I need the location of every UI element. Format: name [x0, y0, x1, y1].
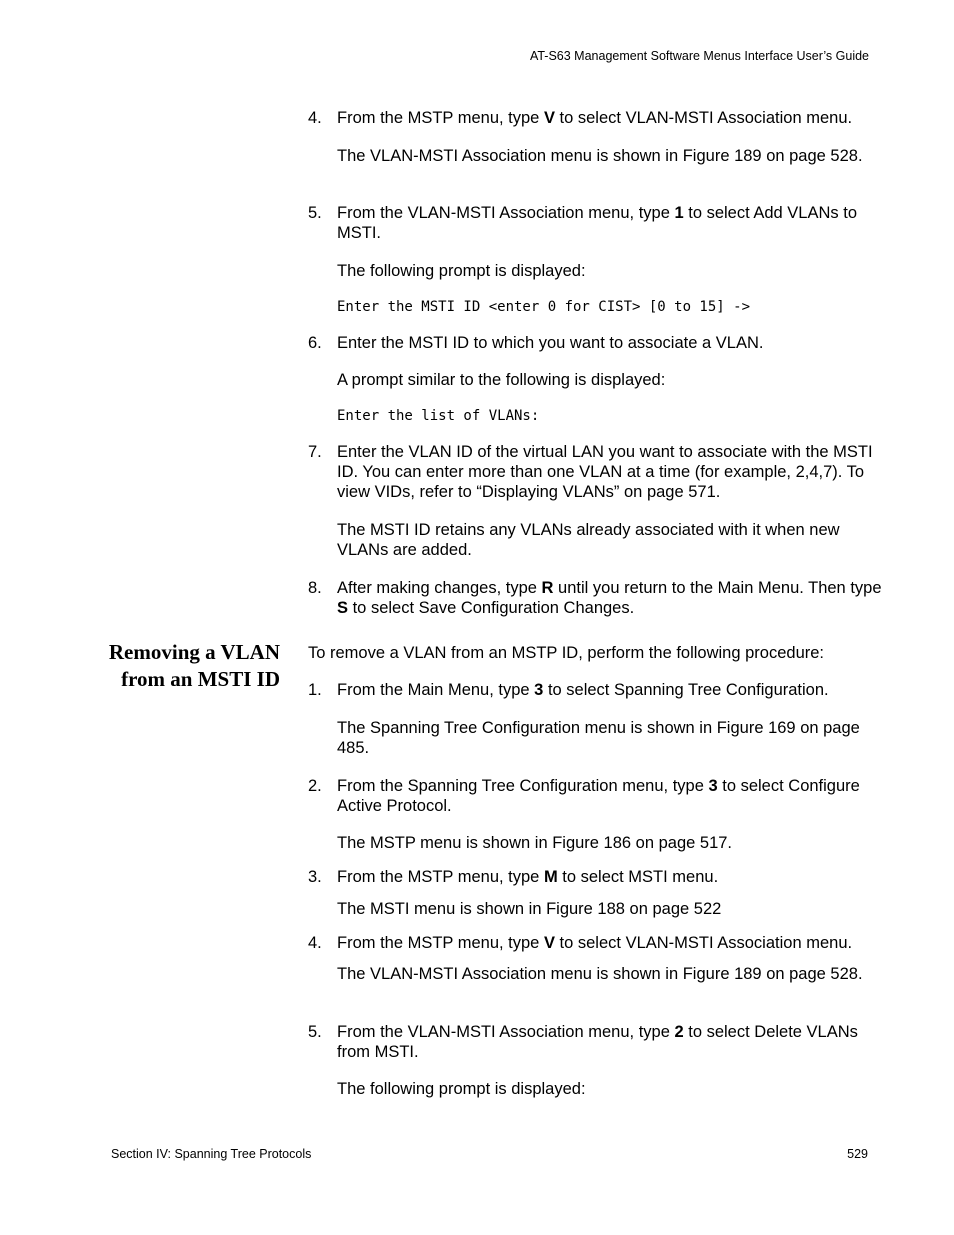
running-header: AT-S63 Management Software Menus Interface User’s Guide — [529, 49, 869, 63]
key-letter: 3 — [534, 681, 544, 699]
key-letter: 3 — [708, 777, 718, 795]
step-text: Enter the VLAN ID of the virtual LAN you want to associate with the MSTI ID. You can enter more than one VLAN at a time (for example, 2,4,7). To view VIDs, refer to “Displaying VLANs” on page 571. — [337, 443, 873, 501]
step-number: 5. — [308, 204, 322, 222]
step-number: 6. — [308, 334, 322, 352]
prompt-code: Enter the list of VLANs: — [337, 408, 540, 424]
step-note: The VLAN-MSTI Association menu is shown in Figure 189 on page 528. — [337, 147, 863, 165]
step-number: 4. — [308, 109, 322, 127]
step-text: From the MSTP menu, type V to select VLAN-MSTI Association menu. — [337, 109, 853, 127]
key-letter: V — [543, 109, 555, 127]
step-note: The MSTI menu is shown in Figure 188 on page 522 — [337, 900, 722, 918]
key-letter: S — [337, 599, 349, 617]
step-number: 8. — [308, 579, 322, 597]
section-heading: Removing a VLAN from an MSTI ID — [108, 640, 280, 691]
step-number: 2. — [308, 777, 322, 795]
step-note: The following prompt is displayed: — [337, 1080, 586, 1098]
step-number: 3. — [308, 868, 322, 886]
footer-section: Section IV: Spanning Tree Protocols — [111, 1147, 312, 1161]
section-intro: To remove a VLAN from an MSTP ID, perform the following procedure: — [308, 644, 824, 662]
page-number: 529 — [847, 1147, 868, 1161]
step-text: From the MSTP menu, type M to select MSTI menu. — [337, 868, 719, 886]
key-letter: M — [543, 868, 558, 886]
step-text: From the VLAN-MSTI Association menu, type 2 to select Delete VLANs from MSTI. — [337, 1023, 858, 1061]
step-number: 5. — [308, 1023, 322, 1041]
step-number: 4. — [308, 934, 322, 952]
step-text: From the Main Menu, type 3 to select Spanning Tree Configuration. — [337, 681, 829, 699]
step-note: The MSTI ID retains any VLANs already associated with it when new VLANs are added. — [337, 521, 840, 559]
key-letter: 1 — [674, 204, 684, 222]
step-note: The VLAN-MSTI Association menu is shown in Figure 189 on page 528. — [337, 965, 863, 983]
step-note: The MSTP menu is shown in Figure 186 on page 517. — [337, 834, 733, 852]
step-text: From the Spanning Tree Configuration menu, type 3 to select Configure Active Protocol. — [337, 777, 860, 815]
step-text: After making changes, type R until you return to the Main Menu. Then type S to select Save Configuration Changes. — [337, 579, 882, 617]
key-letter: 2 — [674, 1023, 684, 1041]
step-note: The Spanning Tree Configuration menu is shown in Figure 169 on page 485. — [337, 719, 860, 757]
key-letter: V — [543, 934, 555, 952]
step-number: 7. — [308, 443, 322, 461]
step-note: A prompt similar to the following is displayed: — [337, 371, 666, 389]
step-note: The following prompt is displayed: — [337, 262, 586, 280]
step-text: Enter the MSTI ID to which you want to associate a VLAN. — [337, 334, 764, 352]
key-letter: R — [541, 579, 554, 597]
prompt-code: Enter the MSTI ID <enter 0 for CIST> [0 to 15] -> — [337, 299, 751, 315]
step-text: From the MSTP menu, type V to select VLAN-MSTI Association menu. — [337, 934, 853, 952]
step-number: 1. — [308, 681, 322, 699]
step-text: From the VLAN-MSTI Association menu, type 1 to select Add VLANs to MSTI. — [337, 204, 858, 242]
